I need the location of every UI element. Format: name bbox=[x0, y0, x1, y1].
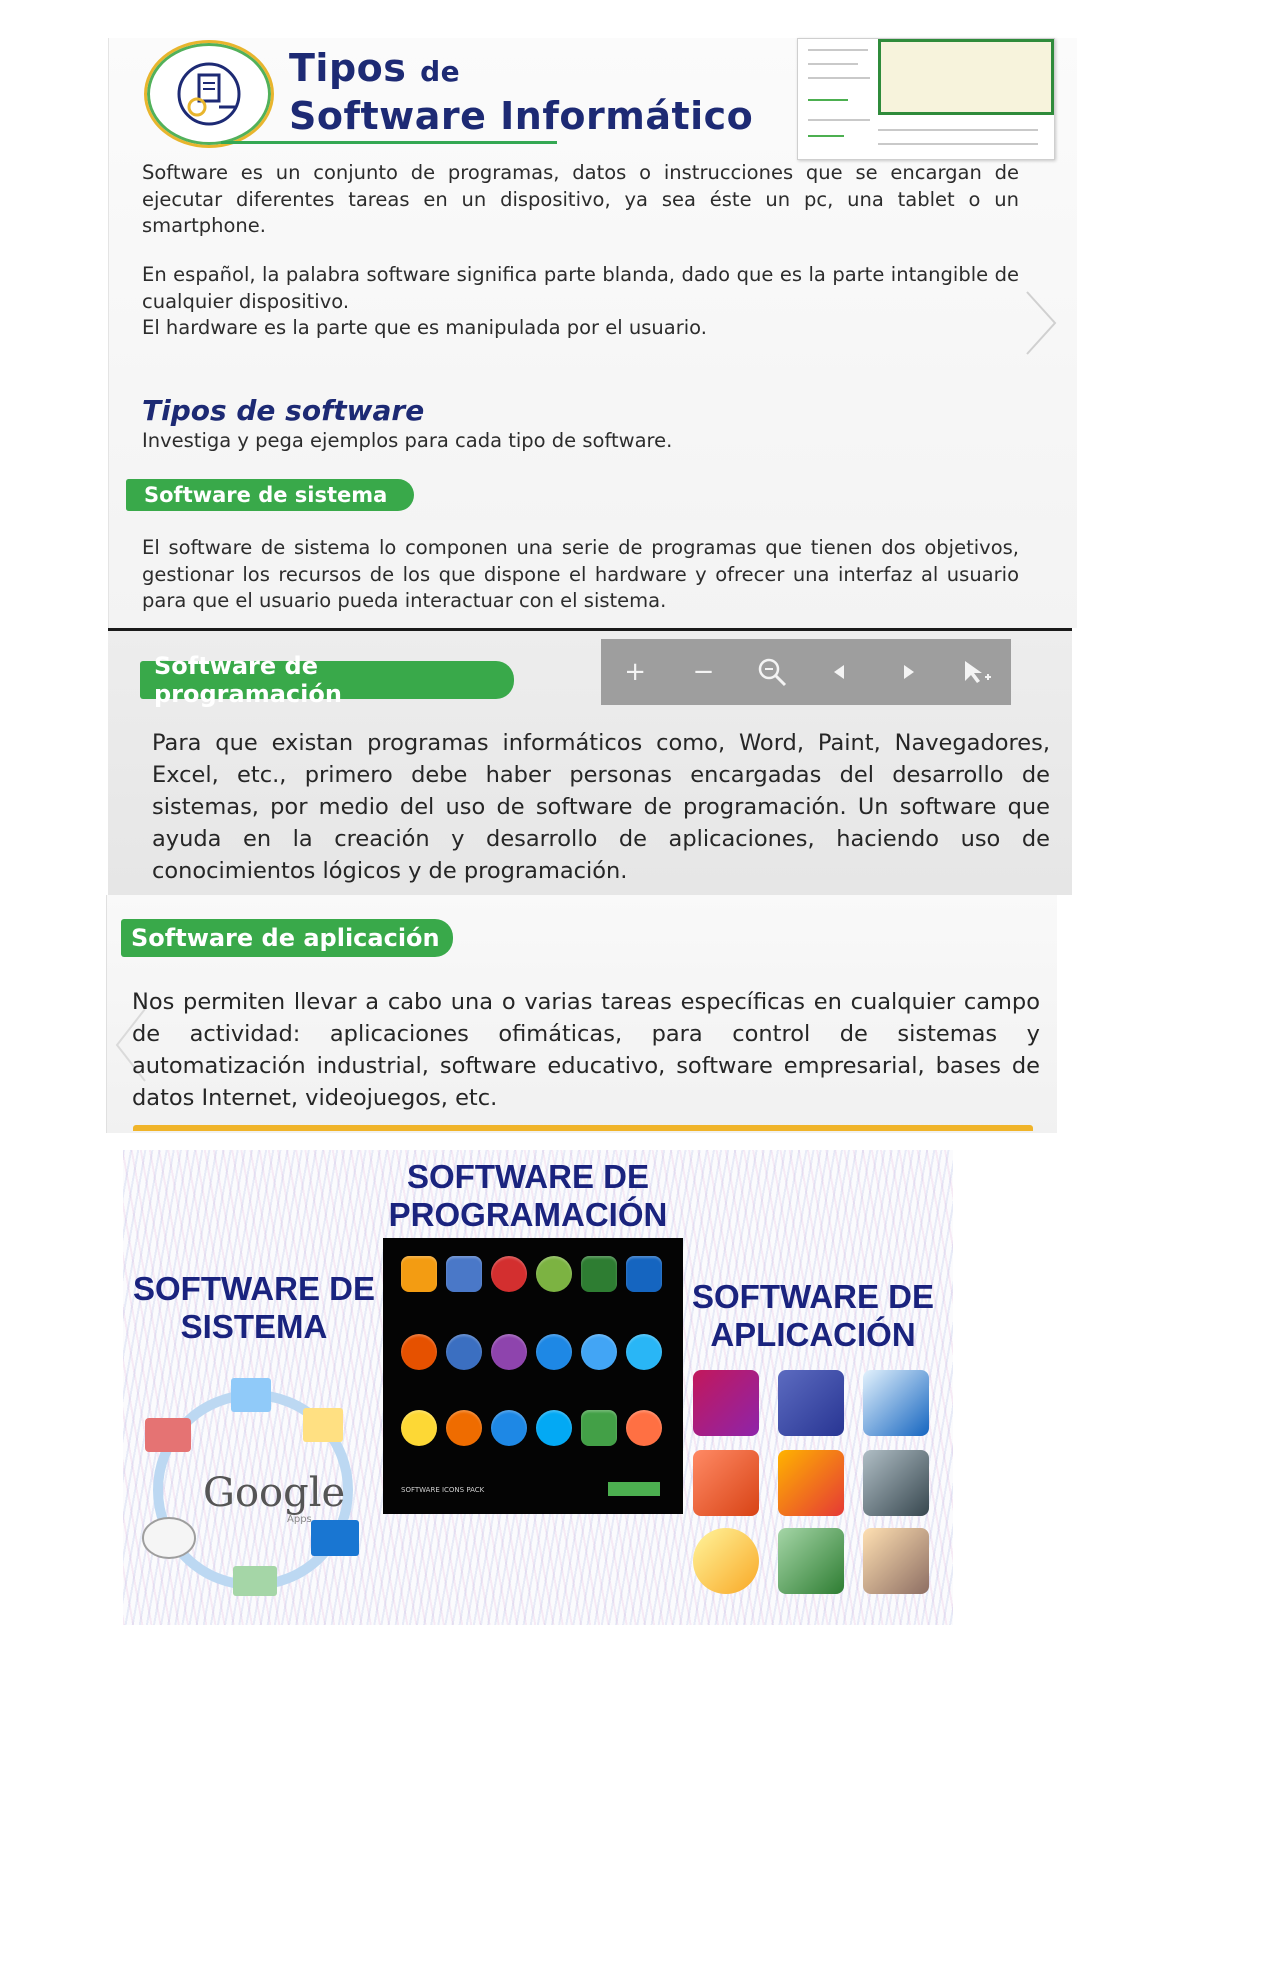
collage-application-title bbox=[683, 1278, 943, 1354]
chat-icon bbox=[626, 1334, 662, 1370]
yellow-accent-bar bbox=[133, 1125, 1033, 1131]
google-apps-label: Apps bbox=[287, 1514, 312, 1525]
collage-application-title-line1: SOFTWARE DE bbox=[691, 1278, 934, 1315]
software-logo-icon bbox=[144, 40, 274, 148]
application-software-label: Software de aplicación bbox=[121, 919, 453, 957]
types-instruction: Investiga y pega ejemplos para cada tipo de software. bbox=[142, 429, 673, 452]
page-title bbox=[289, 46, 753, 138]
types-heading: Tipos de software bbox=[142, 394, 425, 427]
collage-system-title-line1: SOFTWARE DE bbox=[132, 1270, 375, 1307]
programming-software-text: Para que existan programas informáticos como, Word, Paint, Navegadores, Excel, etc., primero debe haber personas encargadas del desarrollo de sistemas, por medio del uso de software de programación. Un software que ayuda en la creación y desarrollo de aplicaciones, haciendo uso de conocimientos lógicos y de programación. bbox=[152, 730, 1050, 884]
flash-icon bbox=[491, 1256, 527, 1292]
google-logo: Google bbox=[203, 1470, 346, 1516]
intro-paragraph-2 bbox=[142, 262, 1019, 342]
collage-programming-title-line1: SOFTWARE DE bbox=[406, 1158, 649, 1195]
collage-system-title-line2: SISTEMA bbox=[180, 1308, 328, 1345]
system-software-text: El software de sistema lo componen una serie de programas que tienen dos objetivos, gestionar los recursos de los que dispone el hardware y ofrecer una interfaz al usuario para que el usuario pueda interactuar con el sistema. bbox=[142, 536, 1019, 612]
intro-paragraph-2-line2: El hardware es la parte que es manipulada por el usuario. bbox=[142, 316, 707, 339]
swirl-icon bbox=[626, 1410, 662, 1446]
title-word-de: de bbox=[420, 55, 461, 88]
g-icon bbox=[491, 1410, 527, 1446]
access-icon bbox=[693, 1370, 759, 1436]
next-page-chevron-icon[interactable] bbox=[1021, 288, 1061, 358]
c-icon bbox=[581, 1410, 617, 1446]
collage-application-title-line2: APLICACIÓN bbox=[710, 1316, 916, 1353]
software-types-collage bbox=[123, 1150, 953, 1625]
thunderbird-icon bbox=[446, 1334, 482, 1370]
intro-paragraph-2-line1: En español, la palabra software significa parte blanda, dado que es la parte intangible de cualquier dispositivo. bbox=[142, 263, 1019, 313]
programming-software-label: Software de programación bbox=[140, 661, 514, 699]
icon-pack-caption: SOFTWARE ICONS PACK bbox=[401, 1486, 485, 1494]
viewer-toolbar bbox=[601, 639, 1011, 705]
skype-icon bbox=[536, 1410, 572, 1446]
excel-sheet-icon bbox=[778, 1528, 844, 1594]
programming-icons-panel bbox=[383, 1238, 683, 1514]
excel-icon bbox=[581, 1256, 617, 1292]
outlook-icon bbox=[693, 1528, 759, 1594]
zoom-out-button[interactable]: − bbox=[692, 657, 715, 687]
document-page-top bbox=[108, 38, 1077, 628]
powerpoint-icon bbox=[693, 1450, 759, 1516]
collage-programming-title bbox=[353, 1158, 703, 1234]
paint-icon bbox=[401, 1256, 437, 1292]
zoom-in-button[interactable]: + bbox=[624, 657, 647, 687]
programming-section bbox=[108, 631, 1072, 895]
infopath-icon bbox=[863, 1450, 929, 1516]
intro-paragraph-1: Software es un conjunto de programas, datos o instrucciones que se encargan de ejecutar diferentes tareas en un dispositivo, ya sea éste un pc, una tablet o un smartphone. bbox=[142, 161, 1019, 237]
collage-system-title bbox=[129, 1270, 379, 1346]
icon-pack-tag bbox=[608, 1482, 660, 1496]
title-underline bbox=[221, 141, 557, 144]
picasa-icon bbox=[491, 1334, 527, 1370]
system-software-label: Software de sistema bbox=[126, 479, 414, 511]
firefox-icon bbox=[401, 1334, 437, 1370]
arrow-left-icon[interactable] bbox=[818, 650, 862, 694]
title-line2: Software Informático bbox=[289, 94, 754, 138]
music-icon bbox=[536, 1256, 572, 1292]
cursor-icon[interactable] bbox=[955, 650, 999, 694]
project-icon bbox=[863, 1528, 929, 1594]
pen-icon bbox=[446, 1256, 482, 1292]
collage-programming-title-line2: PROGRAMACIÓN bbox=[388, 1196, 668, 1233]
word-doc-icon bbox=[863, 1370, 929, 1436]
word-icon bbox=[626, 1256, 662, 1292]
application-section bbox=[106, 895, 1057, 1133]
publisher-icon bbox=[778, 1370, 844, 1436]
smiley-icon bbox=[401, 1410, 437, 1446]
page-thumbnail[interactable] bbox=[797, 38, 1055, 160]
title-word-tipos: Tipos bbox=[289, 46, 407, 90]
office-icon bbox=[778, 1450, 844, 1516]
media-player-icon bbox=[536, 1334, 572, 1370]
application-software-text: Nos permiten llevar a cabo una o varias tareas específicas en cualquier campo de actividad: aplicaciones ofimáticas, para control de sistemas y automatización industrial, software educativo, software empresarial, bases de datos Internet, videojuegos, etc. bbox=[132, 989, 1040, 1111]
block-icon bbox=[446, 1410, 482, 1446]
google-apps-panel bbox=[133, 1370, 373, 1610]
arrow-right-icon[interactable] bbox=[886, 650, 930, 694]
magnifier-icon[interactable] bbox=[750, 650, 794, 694]
info-icon bbox=[581, 1334, 617, 1370]
